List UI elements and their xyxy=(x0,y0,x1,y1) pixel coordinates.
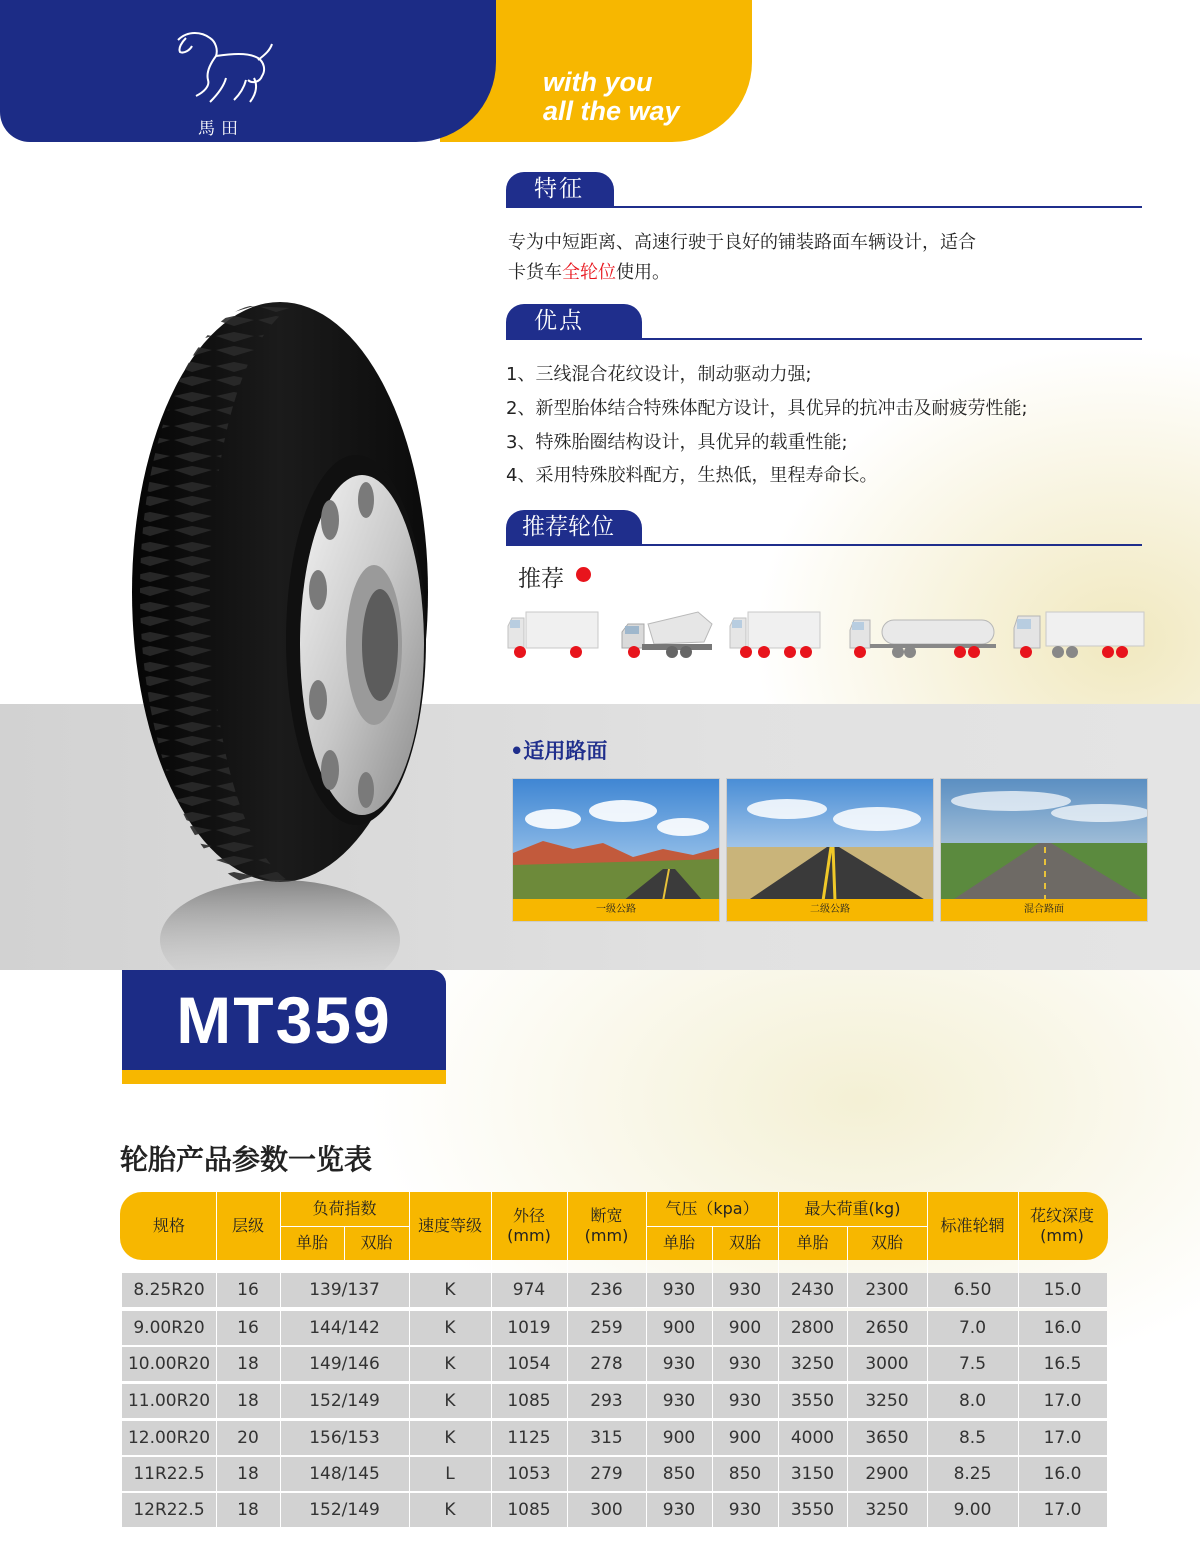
col-speed: 速度等级 xyxy=(417,1216,482,1235)
cell-divider xyxy=(491,1457,492,1492)
recommend-label: 推荐 xyxy=(518,566,564,592)
col-max-load-single: 单胎 xyxy=(796,1233,829,1252)
cell-divider xyxy=(216,1311,217,1346)
table-cell-p2: 900 xyxy=(728,1428,762,1448)
model-box xyxy=(122,970,446,1070)
road-photo-secondary xyxy=(726,778,934,922)
recommend-dot-icon xyxy=(576,567,591,582)
cell-divider xyxy=(847,1457,848,1492)
table-cell-tread: 17.0 xyxy=(1043,1391,1082,1411)
table-cell-p1: 930 xyxy=(662,1280,696,1300)
truck-box-2axle-icon xyxy=(506,608,600,664)
table-cell-w: 293 xyxy=(590,1391,623,1411)
table-row xyxy=(122,1273,1107,1308)
table-row xyxy=(122,1457,1107,1492)
cell-divider xyxy=(409,1273,410,1308)
table-cell-tread: 17.0 xyxy=(1043,1428,1082,1448)
cell-divider xyxy=(280,1273,281,1308)
table-cell-l1: 3250 xyxy=(790,1354,835,1374)
cell-divider xyxy=(409,1347,410,1382)
cell-divider xyxy=(927,1273,928,1308)
table-cell-od: 1053 xyxy=(507,1464,551,1484)
row-divider xyxy=(122,1527,1107,1528)
cell-divider xyxy=(1018,1273,1019,1308)
cell-divider xyxy=(712,1347,713,1382)
table-cell-li: 152/149 xyxy=(309,1500,380,1520)
semi-trailer-truck-icon xyxy=(1012,608,1146,664)
cell-divider xyxy=(567,1311,568,1346)
table-cell-l1: 2430 xyxy=(790,1280,835,1300)
features-suffix: 使用。 xyxy=(616,262,670,283)
road-caption: 一级公路 xyxy=(513,899,719,921)
cell-divider xyxy=(1018,1384,1019,1419)
cell-divider xyxy=(567,1421,568,1456)
table-cell-w: 279 xyxy=(590,1464,623,1484)
cell-divider xyxy=(646,1421,647,1456)
cell-divider xyxy=(491,1493,492,1528)
cell-divider xyxy=(216,1421,217,1456)
features-line-1: 专为中短距离、高速行驶于良好的铺装路面车辆设计，适合 xyxy=(508,232,976,253)
cell-divider xyxy=(927,1384,928,1419)
table-cell-rim: 8.0 xyxy=(958,1391,987,1411)
cell-divider xyxy=(409,1493,410,1528)
mixer-truck-icon xyxy=(620,608,716,664)
cell-divider xyxy=(847,1384,848,1419)
roads-title: •适用路面 xyxy=(510,739,608,763)
cell-divider xyxy=(847,1493,848,1528)
cell-divider xyxy=(1018,1347,1019,1382)
road-caption: 二级公路 xyxy=(727,899,933,921)
table-cell-w: 300 xyxy=(590,1500,623,1520)
brand-name: 馬田 xyxy=(198,119,244,139)
table-cell-l2: 2650 xyxy=(865,1318,909,1338)
table-title: 轮胎产品参数一览表 xyxy=(120,1143,373,1176)
table-cell-od: 1125 xyxy=(507,1428,551,1448)
col-pressure-single: 单胎 xyxy=(662,1233,695,1252)
table-cell-p1: 930 xyxy=(662,1354,696,1374)
cell-divider xyxy=(778,1493,779,1528)
cell-divider xyxy=(927,1421,928,1456)
cell-divider xyxy=(778,1457,779,1492)
col-width-label: 断宽 xyxy=(590,1206,623,1225)
table-cell-speed: K xyxy=(444,1391,456,1411)
table-cell-p1: 930 xyxy=(662,1391,696,1411)
slogan xyxy=(543,68,680,126)
table-cell-ply: 16 xyxy=(237,1280,259,1300)
row-divider xyxy=(122,1455,1107,1456)
features-highlight: 全轮位 xyxy=(562,262,616,283)
cell-divider xyxy=(646,1384,647,1419)
table-cell-ply: 16 xyxy=(237,1318,259,1338)
positions-rule xyxy=(506,544,1142,546)
road-caption: 混合路面 xyxy=(941,899,1147,921)
features-line-2 xyxy=(508,258,670,284)
col-od xyxy=(491,1192,567,1260)
cell-divider xyxy=(847,1421,848,1456)
features-rule xyxy=(506,206,1142,208)
cell-divider xyxy=(567,1273,568,1308)
cell-divider xyxy=(216,1273,217,1308)
table-cell-l2: 3650 xyxy=(865,1428,909,1448)
advantages-title: 优点 xyxy=(506,304,642,338)
col-tread-label: 花纹深度 xyxy=(1029,1206,1094,1225)
cell-divider xyxy=(216,1457,217,1492)
advantage-item: 1、三线混合花纹设计，制动驱动力强; xyxy=(506,364,812,385)
header-blue-panel xyxy=(0,0,496,142)
table-cell-w: 236 xyxy=(590,1280,623,1300)
table-cell-speed: K xyxy=(444,1500,456,1520)
model-name: MT359 xyxy=(176,983,392,1057)
table-cell-ply: 18 xyxy=(237,1464,259,1484)
table-cell-ply: 18 xyxy=(237,1500,259,1520)
row-divider xyxy=(122,1307,1107,1308)
cell-divider xyxy=(1018,1457,1019,1492)
table-cell-tread: 17.0 xyxy=(1043,1500,1082,1520)
table-cell-p1: 850 xyxy=(662,1464,696,1484)
table-cell-l2: 2300 xyxy=(865,1280,909,1300)
table-cell-od: 1085 xyxy=(507,1391,551,1411)
cell-divider xyxy=(712,1421,713,1456)
table-cell-l2: 3250 xyxy=(865,1500,909,1520)
table-row xyxy=(122,1493,1107,1528)
table-cell-speed: K xyxy=(444,1280,456,1300)
cell-divider xyxy=(847,1311,848,1346)
table-cell-ply: 18 xyxy=(237,1391,259,1411)
table-cell-rim: 7.0 xyxy=(958,1318,987,1338)
table-cell-w: 259 xyxy=(590,1318,623,1338)
table-cell-p1: 930 xyxy=(662,1500,696,1520)
table-cell-p2: 930 xyxy=(728,1500,762,1520)
table-row xyxy=(122,1384,1107,1419)
cell-divider xyxy=(409,1457,410,1492)
table-cell-rim: 8.5 xyxy=(958,1428,987,1448)
col-load-dual: 双胎 xyxy=(360,1233,393,1252)
table-cell-w: 315 xyxy=(590,1428,623,1448)
col-ply: 层级 xyxy=(231,1216,264,1235)
table-cell-p2: 930 xyxy=(728,1391,762,1411)
col-tread-unit: (mm) xyxy=(1040,1226,1084,1245)
cell-divider xyxy=(712,1273,713,1308)
cell-divider xyxy=(216,1347,217,1382)
col-od-unit: (mm) xyxy=(507,1226,551,1245)
cell-divider xyxy=(216,1493,217,1528)
table-cell-l1: 3150 xyxy=(790,1464,835,1484)
cell-divider xyxy=(280,1457,281,1492)
table-cell-l1: 3550 xyxy=(790,1391,835,1411)
cell-divider xyxy=(567,1493,568,1528)
cell-divider xyxy=(778,1384,779,1419)
features-prefix: 卡货车 xyxy=(508,262,562,283)
col-od-label: 外径 xyxy=(512,1206,545,1225)
cell-divider xyxy=(491,1384,492,1419)
table-cell-od: 1054 xyxy=(507,1354,551,1374)
row-divider xyxy=(122,1345,1107,1346)
table-cell-rim: 7.5 xyxy=(958,1354,987,1374)
col-tread xyxy=(1018,1192,1106,1260)
table-cell-w: 278 xyxy=(590,1354,623,1374)
table-cell-ply: 18 xyxy=(237,1354,259,1374)
table-cell-speed: K xyxy=(444,1318,456,1338)
cell-divider xyxy=(778,1311,779,1346)
cell-divider xyxy=(646,1457,647,1492)
cell-divider xyxy=(847,1273,848,1308)
table-cell-tread: 15.0 xyxy=(1043,1280,1082,1300)
tanker-truck-icon xyxy=(848,608,998,664)
cell-divider xyxy=(409,1384,410,1419)
cell-divider xyxy=(491,1421,492,1456)
cell-divider xyxy=(1018,1421,1019,1456)
table-cell-rim: 6.50 xyxy=(953,1280,992,1300)
road-photo-highway xyxy=(512,778,720,922)
table-cell-l2: 3250 xyxy=(865,1391,909,1411)
table-cell-speed: K xyxy=(444,1428,456,1448)
col-pressure: 气压（kpa） xyxy=(665,1199,759,1218)
cell-divider xyxy=(646,1273,647,1308)
col-width xyxy=(567,1192,646,1260)
table-cell-spec: 11.00R20 xyxy=(127,1391,211,1411)
cell-divider xyxy=(1018,1493,1019,1528)
cell-divider xyxy=(1018,1311,1019,1346)
cell-divider xyxy=(567,1347,568,1382)
cell-divider xyxy=(927,1347,928,1382)
table-row xyxy=(122,1421,1107,1456)
cell-divider xyxy=(646,1311,647,1346)
col-rim: 标准轮辋 xyxy=(940,1216,1005,1235)
features-title: 特征 xyxy=(506,172,614,206)
cell-divider xyxy=(927,1457,928,1492)
table-cell-tread: 16.0 xyxy=(1043,1464,1082,1484)
cell-divider xyxy=(409,1421,410,1456)
slogan-line-1: with you xyxy=(543,67,653,97)
table-cell-od: 1019 xyxy=(507,1318,551,1338)
row-divider xyxy=(122,1491,1107,1492)
table-cell-speed: L xyxy=(445,1464,455,1484)
advantage-item: 2、新型胎体结合特殊体配方设计，具优异的抗冲击及耐疲劳性能; xyxy=(506,398,1028,419)
table-cell-l1: 3550 xyxy=(790,1500,835,1520)
col-max-load: 最大荷重(kg) xyxy=(804,1199,901,1218)
cell-divider xyxy=(409,1311,410,1346)
tire-image xyxy=(130,300,430,980)
slogan-line-2: all the way xyxy=(543,96,680,126)
table-cell-tread: 16.0 xyxy=(1043,1318,1082,1338)
cell-divider xyxy=(491,1347,492,1382)
cell-divider xyxy=(778,1421,779,1456)
cell-divider xyxy=(927,1311,928,1346)
table-cell-li: 156/153 xyxy=(309,1428,380,1448)
cell-divider xyxy=(778,1273,779,1308)
cell-divider xyxy=(280,1421,281,1456)
advantage-item: 4、采用特殊胶料配方，生热低，里程寿命长。 xyxy=(506,465,878,486)
table-cell-ply: 20 xyxy=(237,1428,259,1448)
advantage-item: 3、特殊胎圈结构设计，具优异的载重性能; xyxy=(506,432,848,453)
table-cell-od: 1085 xyxy=(507,1500,551,1520)
cell-divider xyxy=(646,1493,647,1528)
cell-divider xyxy=(646,1347,647,1382)
cell-divider xyxy=(927,1493,928,1528)
table-cell-spec: 12R22.5 xyxy=(133,1500,205,1520)
cell-divider xyxy=(712,1457,713,1492)
cell-divider xyxy=(778,1347,779,1382)
table-cell-p1: 900 xyxy=(662,1428,696,1448)
col-max-load-dual: 双胎 xyxy=(870,1233,903,1252)
table-cell-spec: 10.00R20 xyxy=(127,1354,211,1374)
advantages-rule xyxy=(506,338,1142,340)
table-cell-li: 149/146 xyxy=(309,1354,380,1374)
table-cell-li: 148/145 xyxy=(309,1464,380,1484)
col-load-index: 负荷指数 xyxy=(312,1199,377,1218)
table-cell-p2: 930 xyxy=(728,1280,762,1300)
table-row xyxy=(122,1347,1107,1382)
table-cell-p1: 900 xyxy=(662,1318,696,1338)
col-load-single: 单胎 xyxy=(295,1233,328,1252)
table-cell-l1: 4000 xyxy=(790,1428,835,1448)
table-cell-spec: 11R22.5 xyxy=(133,1464,205,1484)
table-cell-p2: 930 xyxy=(728,1354,762,1374)
horse-logo-icon xyxy=(166,24,276,139)
cell-divider xyxy=(712,1493,713,1528)
cell-divider xyxy=(280,1311,281,1346)
col-pressure-dual: 双胎 xyxy=(728,1233,761,1252)
col-width-unit: (mm) xyxy=(584,1226,629,1245)
row-divider xyxy=(122,1418,1107,1419)
table-row xyxy=(122,1311,1107,1346)
cell-divider xyxy=(280,1347,281,1382)
road-photo-mixed xyxy=(940,778,1148,922)
truck-box-3axle-icon xyxy=(728,608,822,664)
row-divider xyxy=(122,1381,1107,1382)
table-cell-li: 144/142 xyxy=(309,1318,380,1338)
table-cell-od: 974 xyxy=(512,1280,546,1300)
table-cell-li: 139/137 xyxy=(309,1280,380,1300)
cell-divider xyxy=(567,1384,568,1419)
cell-divider xyxy=(491,1273,492,1308)
table-cell-l2: 2900 xyxy=(865,1464,909,1484)
cell-divider xyxy=(847,1347,848,1382)
table-cell-li: 152/149 xyxy=(309,1391,380,1411)
table-cell-p2: 850 xyxy=(728,1464,762,1484)
cell-divider xyxy=(280,1384,281,1419)
cell-divider xyxy=(491,1311,492,1346)
table-cell-tread: 16.5 xyxy=(1043,1354,1082,1374)
table-cell-spec: 9.00R20 xyxy=(133,1318,205,1338)
table-cell-spec: 12.00R20 xyxy=(127,1428,211,1448)
table-cell-spec: 8.25R20 xyxy=(133,1280,205,1300)
table-cell-rim: 8.25 xyxy=(953,1464,992,1484)
cell-divider xyxy=(712,1311,713,1346)
cell-divider xyxy=(567,1457,568,1492)
table-cell-p2: 900 xyxy=(728,1318,762,1338)
cell-divider xyxy=(712,1384,713,1419)
cell-divider xyxy=(280,1493,281,1528)
table-cell-l2: 3000 xyxy=(865,1354,909,1374)
table-cell-l1: 2800 xyxy=(790,1318,835,1338)
table-cell-rim: 9.00 xyxy=(953,1500,992,1520)
col-spec: 规格 xyxy=(152,1216,185,1235)
table-cell-speed: K xyxy=(444,1354,456,1374)
cell-divider xyxy=(216,1384,217,1419)
positions-title: 推荐轮位 xyxy=(506,510,642,544)
